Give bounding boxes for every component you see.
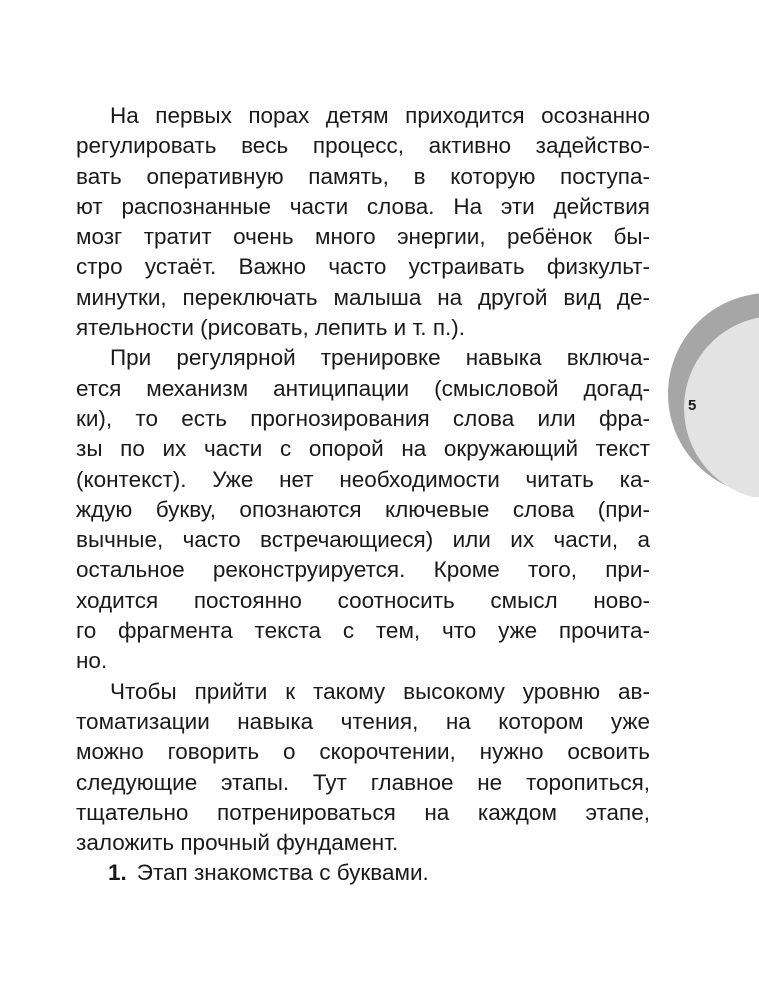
text-line: минутки, переключать малыша на другой вид де-: [76, 284, 650, 310]
paragraph-2: [76, 343, 650, 676]
text-line: го фрагмента текста с тем, что уже прочита-: [76, 618, 650, 644]
page-body-text: [76, 101, 650, 889]
text-line: ятельности (рисовать, лепить и т. п.).: [76, 315, 465, 341]
text-line: следующие этапы. Тут главное не торопиться,: [76, 769, 650, 795]
numbered-list-item: [76, 858, 650, 888]
text-line: вать оперативную память, в которую поступа-: [76, 163, 650, 189]
text-line: можно говорить о скорочтении, нужно освоить: [76, 739, 650, 765]
page-number-tab: [668, 292, 759, 497]
text-line: ждую букву, опознаются ключевые слова (при-: [76, 496, 650, 522]
text-line: При регулярной тренировке навыка включа-: [110, 345, 650, 371]
list-item-text: Этап знакомства с буквами.: [136, 860, 429, 886]
text-line: стро устаёт. Важно часто устраивать физкульт-: [76, 254, 650, 280]
text-line: заложить прочный фундамент.: [76, 830, 399, 856]
text-line: ется механизм антиципации (смысловой догад-: [76, 375, 650, 401]
text-line: ходится постоянно соотносить смысл ново-: [76, 587, 650, 613]
paragraph-3: [76, 677, 650, 859]
text-line: вычные, часто встречающиеся) или их части, а: [76, 527, 650, 553]
text-line: мозг тратит очень много энергии, ребёнок бы-: [76, 224, 650, 250]
paragraph-1: [76, 101, 650, 343]
text-line: регулировать весь процесс, активно задейство-: [76, 133, 650, 159]
page-number: 5: [688, 397, 697, 414]
text-line: зы по их части с опорой на окружающий текст: [76, 436, 650, 462]
text-line: На первых порах детям приходится осознанно: [110, 103, 650, 128]
text-line: тщательно потренироваться на каждом этапе,: [76, 799, 650, 825]
text-line: Чтобы прийти к такому высокому уровню ав-: [110, 678, 650, 704]
page-tab-shape: [668, 292, 759, 497]
text-line: (контекст). Уже нет необходимости читать ка-: [76, 466, 650, 492]
list-item-number: 1.: [108, 860, 127, 886]
text-line: но.: [76, 648, 108, 674]
text-line: остальное реконструируется. Кроме того, при-: [76, 557, 650, 583]
text-line: ют распознанные части слова. На эти действия: [76, 193, 650, 219]
text-line: томатизации навыка чтения, на котором уже: [76, 708, 650, 734]
text-line: ки), то есть прогнозирования слова или фра-: [76, 405, 650, 431]
